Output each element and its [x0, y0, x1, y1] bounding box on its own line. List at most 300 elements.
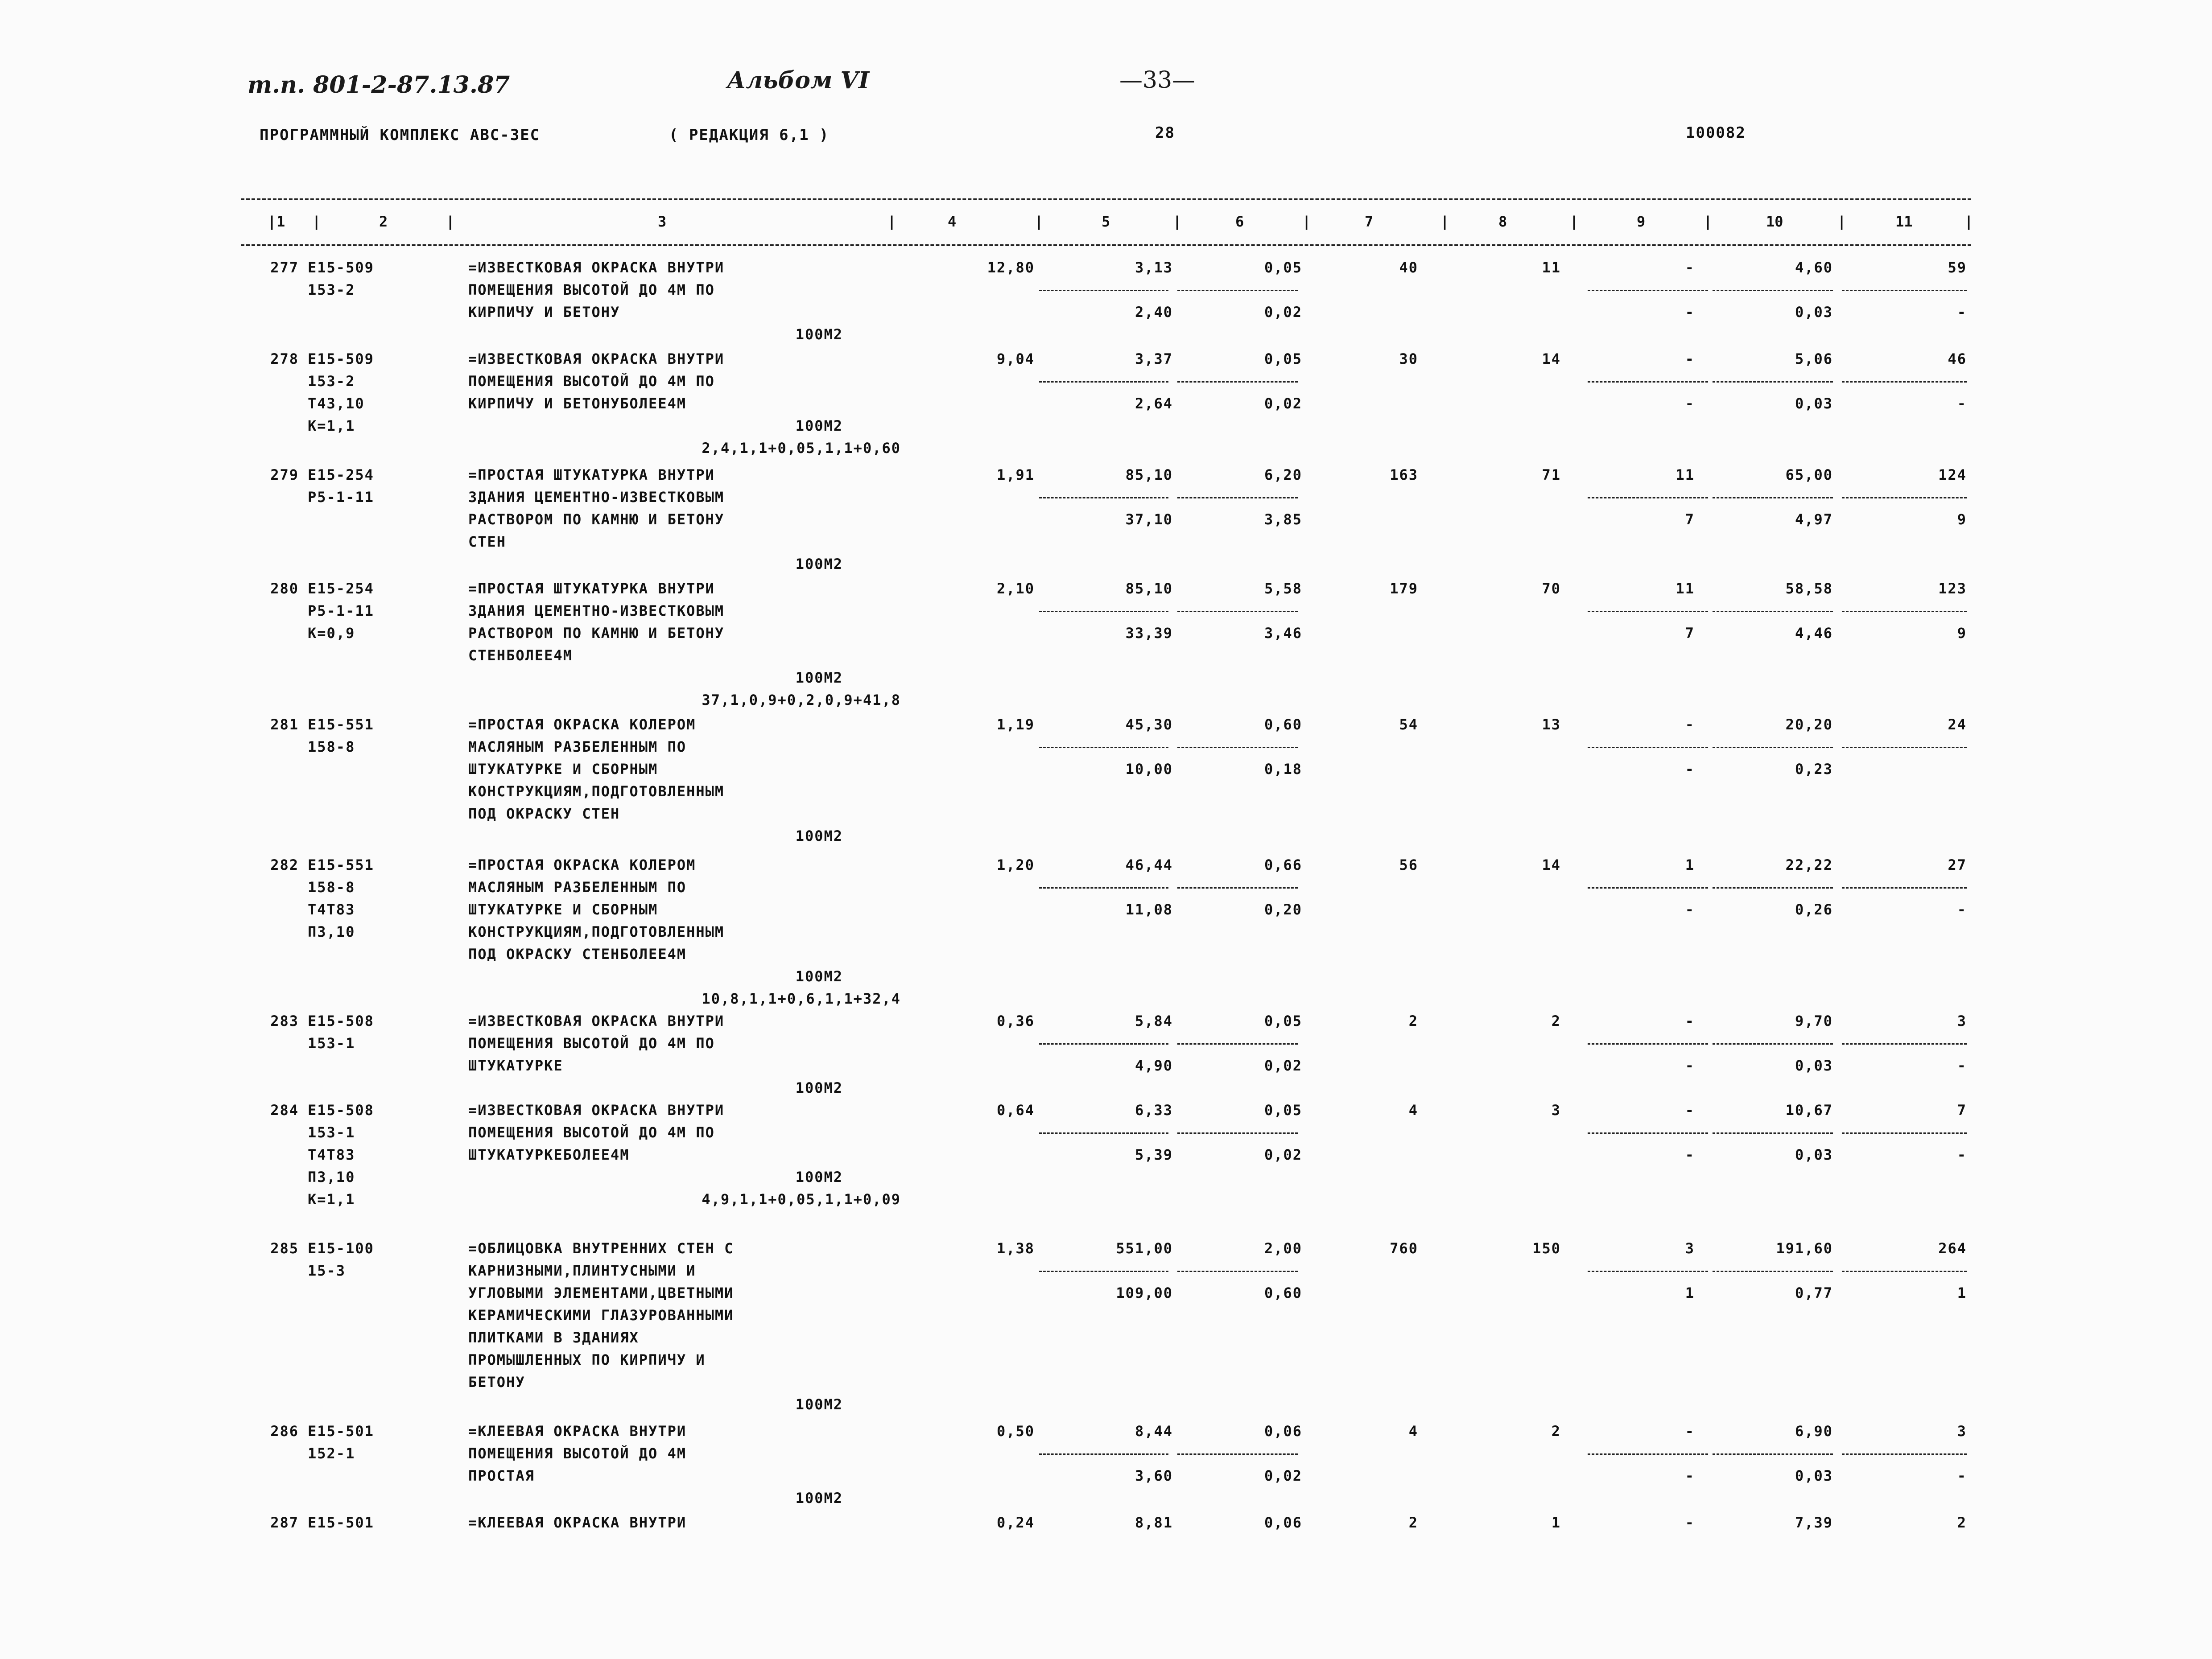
labor-total-machinists: 9 — [1957, 511, 1967, 528]
cost-divider-dash — [1039, 1132, 1168, 1134]
total-machine-wages: - — [1685, 1057, 1695, 1074]
work-description: =ОБЛИЦОВКА ВНУТРЕННИХ СТЕН С — [468, 1240, 734, 1257]
column-header-1: 1 — [276, 213, 285, 230]
labor-hours: 65,00 — [1785, 466, 1833, 483]
work-description: КАРНИЗНЫМИ,ПЛИНТУСНЫМИ И — [468, 1262, 696, 1279]
total-machine-wages: 1 — [1685, 1284, 1695, 1301]
row-number: 280 — [270, 580, 299, 597]
quantity: 0,50 — [996, 1423, 1035, 1440]
unit-label: 100М2 — [795, 1396, 843, 1413]
work-description: =ИЗВЕСТКОВАЯ ОКРАСКА ВНУТРИ — [468, 1013, 725, 1029]
cost-divider-dash — [1713, 1453, 1833, 1455]
work-description: БЕТОНУ — [468, 1374, 525, 1391]
project-code: т.п. 801-2-87.13.87 — [248, 71, 510, 99]
total-machine: - — [1685, 1102, 1695, 1119]
rate-code: П3,10 — [308, 923, 355, 940]
unit-cost: 3,37 — [1135, 350, 1173, 367]
work-description: ПОМЕЩЕНИЯ ВЫСОТОЙ ДО 4М ПО — [468, 1035, 715, 1052]
rate-code: Т43,10 — [308, 395, 365, 412]
calc-formula: 37,1,0,9+0,2,0,9+41,8 — [702, 692, 901, 708]
unit-machine-wages: 0,02 — [1264, 1146, 1302, 1163]
cost-divider-dash — [1713, 747, 1833, 748]
rate-code: 152-1 — [308, 1445, 355, 1462]
work-description: ШТУКАТУРКЕ — [468, 1057, 563, 1074]
total-cost: 4 — [1408, 1102, 1418, 1119]
work-description: ПОМЕЩЕНИЯ ВЫСОТОЙ ДО 4М — [468, 1445, 687, 1462]
labor-hours-machinists: 0,03 — [1795, 1146, 1833, 1163]
work-description: ПРОМЫШЛЕННЫХ ПО КИРПИЧУ И — [468, 1351, 706, 1368]
album-label: Альбом VI — [727, 67, 870, 94]
rate-code: 153-1 — [308, 1124, 355, 1141]
total-machine: 3 — [1685, 1240, 1695, 1257]
total-wages: 14 — [1542, 350, 1561, 367]
cost-divider-dash — [1177, 1453, 1298, 1455]
total-machine-wages: - — [1685, 395, 1695, 412]
rate-code: К=1,1 — [308, 1191, 355, 1208]
work-description: =ПРОСТАЯ ОКРАСКА КОЛЕРОМ — [468, 856, 696, 873]
unit-machine: 0,06 — [1264, 1514, 1302, 1531]
column-header-11: 11 — [1895, 213, 1913, 230]
total-cost: 2 — [1408, 1013, 1418, 1029]
column-header-8: 8 — [1498, 213, 1507, 230]
rate-code: Е15-509 — [308, 259, 374, 276]
unit-label: 100М2 — [795, 326, 843, 343]
column-header-4: 4 — [948, 213, 957, 230]
cost-divider-dash — [1713, 497, 1833, 498]
cost-divider-dash — [1039, 887, 1168, 889]
unit-machine: 6,20 — [1264, 466, 1302, 483]
cost-divider-dash — [1842, 381, 1967, 383]
work-description: КИРПИЧУ И БЕТОНУБОЛЕЕ4М — [468, 395, 687, 412]
quantity: 1,20 — [996, 856, 1035, 873]
unit-cost: 8,44 — [1135, 1423, 1173, 1440]
work-description: ПОМЕЩЕНИЯ ВЫСОТОЙ ДО 4М ПО — [468, 281, 715, 298]
labor-total-machinists: - — [1957, 1146, 1967, 1163]
unit-cost-wages: 10,00 — [1125, 761, 1173, 778]
rate-code: 153-1 — [308, 1035, 355, 1052]
quantity: 2,10 — [996, 580, 1035, 597]
unit-label: 100М2 — [795, 1169, 843, 1186]
cost-divider-dash — [1177, 497, 1298, 498]
total-cost: 56 — [1399, 856, 1418, 873]
cost-divider-dash — [1842, 1271, 1967, 1272]
labor-total-machinists: 9 — [1957, 625, 1967, 642]
labor-hours: 58,58 — [1785, 580, 1833, 597]
total-machine-wages: - — [1685, 1467, 1695, 1484]
unit-cost: 551,00 — [1116, 1240, 1173, 1257]
unit-cost-wages: 5,39 — [1135, 1146, 1173, 1163]
total-wages: 11 — [1542, 259, 1561, 276]
unit-machine-wages: 0,02 — [1264, 304, 1302, 321]
total-machine: - — [1685, 1013, 1695, 1029]
labor-hours-machinists: 0,26 — [1795, 901, 1833, 918]
calc-formula: 10,8,1,1+0,6,1,1+32,4 — [702, 990, 901, 1007]
work-description: =КЛЕЕВАЯ ОКРАСКА ВНУТРИ — [468, 1514, 687, 1531]
cost-divider-dash — [1039, 1453, 1168, 1455]
row-number: 279 — [270, 466, 299, 483]
labor-hours-machinists: 0,23 — [1795, 761, 1833, 778]
unit-cost-wages: 33,39 — [1125, 625, 1173, 642]
column-header-7: 7 — [1365, 213, 1374, 230]
cost-divider-dash — [1713, 887, 1833, 889]
unit-cost-wages: 37,10 — [1125, 511, 1173, 528]
calc-formula: 2,4,1,1+0,05,1,1+0,60 — [702, 440, 901, 457]
labor-total: 24 — [1948, 716, 1967, 733]
cost-divider-dash — [1588, 381, 1708, 383]
cost-divider-dash — [1713, 1271, 1833, 1272]
work-description: СТЕН — [468, 533, 507, 550]
work-description: РАСТВОРОМ ПО КАМНЮ И БЕТОНУ — [468, 511, 725, 528]
labor-total: 7 — [1957, 1102, 1967, 1119]
total-machine: 1 — [1685, 856, 1695, 873]
labor-hours-machinists: 4,46 — [1795, 625, 1833, 642]
rate-code: Е15-508 — [308, 1013, 374, 1029]
work-description: =ИЗВЕСТКОВАЯ ОКРАСКА ВНУТРИ — [468, 1102, 725, 1119]
cost-divider-dash — [1713, 290, 1833, 291]
rate-code: 153-2 — [308, 281, 355, 298]
unit-machine: 0,60 — [1264, 716, 1302, 733]
labor-total-machinists: 1 — [1957, 1284, 1967, 1301]
quantity: 1,19 — [996, 716, 1035, 733]
rate-code: Е15-501 — [308, 1423, 374, 1440]
unit-machine-wages: 0,02 — [1264, 1057, 1302, 1074]
work-description: ШТУКАТУРКЕ И СБОРНЫМ — [468, 901, 658, 918]
total-cost: 54 — [1399, 716, 1418, 733]
unit-label: 100М2 — [795, 1490, 843, 1507]
cost-divider-dash — [1588, 1043, 1708, 1045]
rate-code: Е15-509 — [308, 350, 374, 367]
labor-total-machinists: - — [1957, 901, 1967, 918]
row-number: 282 — [270, 856, 299, 873]
labor-total-machinists: - — [1957, 1057, 1967, 1074]
work-description: УГЛОВЫМИ ЭЛЕМЕНТАМИ,ЦВЕТНЫМИ — [468, 1284, 734, 1301]
work-description: ЗДАНИЯ ЦЕМЕНТНО-ИЗВЕСТКОВЫМ — [468, 489, 725, 506]
unit-machine: 0,05 — [1264, 1013, 1302, 1029]
total-wages: 14 — [1542, 856, 1561, 873]
quantity: 1,38 — [996, 1240, 1035, 1257]
cost-divider-dash — [1842, 611, 1967, 612]
total-wages: 2 — [1551, 1423, 1561, 1440]
unit-machine: 2,00 — [1264, 1240, 1302, 1257]
work-description: =ПРОСТАЯ ОКРАСКА КОЛЕРОМ — [468, 716, 696, 733]
column-header-5: 5 — [1102, 213, 1110, 230]
total-machine-wages: - — [1685, 304, 1695, 321]
unit-machine-wages: 0,18 — [1264, 761, 1302, 778]
rate-code: П3,10 — [308, 1169, 355, 1186]
work-description: ПОМЕЩЕНИЯ ВЫСОТОЙ ДО 4М ПО — [468, 373, 715, 390]
total-machine: - — [1685, 1514, 1695, 1531]
unit-machine-wages: 0,02 — [1264, 1467, 1302, 1484]
labor-total: 46 — [1948, 350, 1967, 367]
rate-code: 153-2 — [308, 373, 355, 390]
cost-divider-dash — [1039, 611, 1168, 612]
total-machine-wages: 7 — [1685, 511, 1695, 528]
work-description: =КЛЕЕВАЯ ОКРАСКА ВНУТРИ — [468, 1423, 687, 1440]
unit-machine-wages: 0,20 — [1264, 901, 1302, 918]
labor-hours-machinists: 0,77 — [1795, 1284, 1833, 1301]
column-header-3: 3 — [658, 213, 667, 230]
work-description: ПОД ОКРАСКУ СТЕНБОЛЕЕ4М — [468, 946, 687, 963]
rate-code: Р5-1-11 — [308, 602, 374, 619]
work-description: =ИЗВЕСТКОВАЯ ОКРАСКА ВНУТРИ — [468, 350, 725, 367]
work-description: ШТУКАТУРКЕБОЛЕЕ4М — [468, 1146, 630, 1163]
labor-hours-machinists: 0,03 — [1795, 1057, 1833, 1074]
rate-code: Е15-100 — [308, 1240, 374, 1257]
total-machine: - — [1685, 1423, 1695, 1440]
total-machine: - — [1685, 716, 1695, 733]
quantity: 0,24 — [996, 1514, 1035, 1531]
total-machine: - — [1685, 350, 1695, 367]
rate-code: Е15-508 — [308, 1102, 374, 1119]
work-description: ПОД ОКРАСКУ СТЕН — [468, 805, 620, 822]
row-number: 277 — [270, 259, 299, 276]
unit-cost: 45,30 — [1125, 716, 1173, 733]
total-wages: 70 — [1542, 580, 1561, 597]
cost-divider-dash — [1842, 887, 1967, 889]
labor-total: 59 — [1948, 259, 1967, 276]
unit-label: 100М2 — [795, 827, 843, 844]
unit-cost-wages: 2,40 — [1135, 304, 1173, 321]
labor-total: 3 — [1957, 1423, 1967, 1440]
program-title: ПРОГРАММНЫЙ КОМПЛЕКС АВС-3ЕС — [260, 126, 541, 144]
cost-divider-dash — [1177, 887, 1298, 889]
work-description: ПОМЕЩЕНИЯ ВЫСОТОЙ ДО 4М ПО — [468, 1124, 715, 1141]
table-top-rule — [241, 198, 1971, 200]
work-description: ПРОСТАЯ — [468, 1467, 535, 1484]
unit-cost: 6,33 — [1135, 1102, 1173, 1119]
cost-divider-dash — [1713, 1132, 1833, 1134]
row-number: 287 — [270, 1514, 299, 1531]
labor-hours: 10,67 — [1785, 1102, 1833, 1119]
unit-machine: 0,05 — [1264, 1102, 1302, 1119]
cost-divider-dash — [1713, 1043, 1833, 1045]
row-number: 281 — [270, 716, 299, 733]
rate-code: Т4Т83 — [308, 901, 355, 918]
work-description: КОНСТРУКЦИЯМ,ПОДГОТОВЛЕННЫМ — [468, 783, 725, 800]
cost-divider-dash — [1177, 611, 1298, 612]
cost-divider-dash — [1588, 1453, 1708, 1455]
total-wages: 3 — [1551, 1102, 1561, 1119]
labor-hours: 7,39 — [1795, 1514, 1833, 1531]
labor-hours: 9,70 — [1795, 1013, 1833, 1029]
row-number: 283 — [270, 1013, 299, 1029]
work-description: РАСТВОРОМ ПО КАМНЮ И БЕТОНУ — [468, 625, 725, 642]
quantity: 0,64 — [996, 1102, 1035, 1119]
unit-label: 100М2 — [795, 669, 843, 686]
total-wages: 1 — [1551, 1514, 1561, 1531]
unit-machine-wages: 0,02 — [1264, 395, 1302, 412]
unit-machine: 0,06 — [1264, 1423, 1302, 1440]
row-number: 286 — [270, 1423, 299, 1440]
total-cost: 2 — [1408, 1514, 1418, 1531]
total-cost: 179 — [1390, 580, 1418, 597]
work-description: СТЕНБОЛЕЕ4М — [468, 647, 573, 664]
labor-total: 2 — [1957, 1514, 1967, 1531]
rate-code: К=1,1 — [308, 417, 355, 434]
unit-machine-wages: 0,60 — [1264, 1284, 1302, 1301]
work-description: КЕРАМИЧЕСКИМИ ГЛАЗУРОВАННЫМИ — [468, 1307, 734, 1324]
cost-divider-dash — [1842, 290, 1967, 291]
unit-cost: 5,84 — [1135, 1013, 1173, 1029]
cost-divider-dash — [1588, 497, 1708, 498]
unit-cost-wages: 3,60 — [1135, 1467, 1173, 1484]
cost-divider-dash — [1588, 747, 1708, 748]
unit-cost: 3,13 — [1135, 259, 1173, 276]
column-header-2: 2 — [379, 213, 388, 230]
cost-divider-dash — [1177, 1132, 1298, 1134]
total-cost: 163 — [1390, 466, 1418, 483]
labor-total-machinists: - — [1957, 395, 1967, 412]
rate-code: 15-3 — [308, 1262, 346, 1279]
row-number: 278 — [270, 350, 299, 367]
labor-total: 27 — [1948, 856, 1967, 873]
labor-hours: 20,20 — [1785, 716, 1833, 733]
cost-divider-dash — [1039, 1271, 1168, 1272]
unit-cost-wages: 109,00 — [1116, 1284, 1173, 1301]
labor-hours: 4,60 — [1795, 259, 1833, 276]
cost-divider-dash — [1842, 1132, 1967, 1134]
work-description: КОНСТРУКЦИЯМ,ПОДГОТОВЛЕННЫМ — [468, 923, 725, 940]
rate-code: Е15-254 — [308, 580, 374, 597]
cost-divider-dash — [1713, 611, 1833, 612]
total-wages: 2 — [1551, 1013, 1561, 1029]
cost-divider-dash — [1588, 1271, 1708, 1272]
labor-total-machinists: - — [1957, 304, 1967, 321]
cost-divider-dash — [1588, 887, 1708, 889]
cost-divider-dash — [1177, 1043, 1298, 1045]
work-description: =ПРОСТАЯ ШТУКАТУРКА ВНУТРИ — [468, 466, 715, 483]
total-cost: 40 — [1399, 259, 1418, 276]
unit-cost-wages: 4,90 — [1135, 1057, 1173, 1074]
document-id: 100082 — [1686, 124, 1746, 142]
labor-hours-machinists: 4,97 — [1795, 511, 1833, 528]
unit-machine-wages: 3,85 — [1264, 511, 1302, 528]
total-machine: - — [1685, 259, 1695, 276]
unit-label: 100М2 — [795, 556, 843, 572]
work-description: КИРПИЧУ И БЕТОНУ — [468, 304, 620, 321]
total-machine-wages: - — [1685, 1146, 1695, 1163]
quantity: 0,36 — [996, 1013, 1035, 1029]
unit-machine-wages: 3,46 — [1264, 625, 1302, 642]
cost-divider-dash — [1588, 611, 1708, 612]
unit-machine: 0,05 — [1264, 259, 1302, 276]
total-wages: 13 — [1542, 716, 1561, 733]
unit-label: 100М2 — [795, 417, 843, 434]
row-number: 285 — [270, 1240, 299, 1257]
labor-total: 3 — [1957, 1013, 1967, 1029]
total-wages: 150 — [1532, 1240, 1561, 1257]
cost-divider-dash — [1039, 497, 1168, 498]
total-wages: 71 — [1542, 466, 1561, 483]
unit-label: 100М2 — [795, 1079, 843, 1096]
labor-hours-machinists: 0,03 — [1795, 1467, 1833, 1484]
work-description: ЗДАНИЯ ЦЕМЕНТНО-ИЗВЕСТКОВЫМ — [468, 602, 725, 619]
labor-hours: 191,60 — [1776, 1240, 1833, 1257]
work-description: МАСЛЯНЫМ РАЗБЕЛЕННЫМ ПО — [468, 738, 687, 755]
cost-divider-dash — [1588, 1132, 1708, 1134]
quantity: 9,04 — [996, 350, 1035, 367]
cost-divider-dash — [1842, 1043, 1967, 1045]
rate-code: Е15-551 — [308, 716, 374, 733]
rate-code: 158-8 — [308, 879, 355, 896]
column-header-10: 10 — [1766, 213, 1783, 230]
total-machine: 11 — [1676, 580, 1695, 597]
cost-divider-dash — [1177, 747, 1298, 748]
cost-divider-dash — [1039, 1043, 1168, 1045]
cost-divider-dash — [1177, 1271, 1298, 1272]
labor-hours-machinists: 0,03 — [1795, 395, 1833, 412]
unit-machine: 0,66 — [1264, 856, 1302, 873]
cost-divider-dash — [1713, 381, 1833, 383]
column-header-9: 9 — [1637, 213, 1646, 230]
labor-total: 264 — [1938, 1240, 1967, 1257]
cost-divider-dash — [1177, 290, 1298, 291]
unit-label: 100М2 — [795, 968, 843, 985]
cost-divider-dash — [1177, 381, 1298, 383]
labor-total: 124 — [1938, 466, 1967, 483]
cost-divider-dash — [1039, 381, 1168, 383]
quantity: 1,91 — [996, 466, 1035, 483]
unit-cost: 8,81 — [1135, 1514, 1173, 1531]
labor-hours: 6,90 — [1795, 1423, 1833, 1440]
unit-cost: 46,44 — [1125, 856, 1173, 873]
unit-cost: 85,10 — [1125, 580, 1173, 597]
edition-label: ( РЕДАКЦИЯ 6,1 ) — [669, 126, 830, 144]
total-machine: 11 — [1676, 466, 1695, 483]
work-description: =ПРОСТАЯ ШТУКАТУРКА ВНУТРИ — [468, 580, 715, 597]
rate-code: Р5-1-11 — [308, 489, 374, 506]
table-header-rule — [241, 244, 1971, 246]
cost-divider-dash — [1039, 290, 1168, 291]
cost-divider-dash — [1588, 290, 1708, 291]
cost-divider-dash — [1842, 747, 1967, 748]
rate-code: Е15-254 — [308, 466, 374, 483]
labor-hours: 5,06 — [1795, 350, 1833, 367]
rate-code: Е15-501 — [308, 1514, 374, 1531]
unit-machine: 5,58 — [1264, 580, 1302, 597]
cost-divider-dash — [1039, 747, 1168, 748]
rate-code: 158-8 — [308, 738, 355, 755]
row-number: 284 — [270, 1102, 299, 1119]
rate-code: К=0,9 — [308, 625, 355, 642]
unit-machine: 0,05 — [1264, 350, 1302, 367]
total-machine-wages: - — [1685, 761, 1695, 778]
cost-divider-dash — [1842, 497, 1967, 498]
labor-total-machinists: - — [1957, 1467, 1967, 1484]
labor-hours: 22,22 — [1785, 856, 1833, 873]
labor-total: 123 — [1938, 580, 1967, 597]
work-description: ПЛИТКАМИ В ЗДАНИЯХ — [468, 1329, 639, 1346]
column-header-6: 6 — [1235, 213, 1244, 230]
total-machine-wages: 7 — [1685, 625, 1695, 642]
cost-divider-dash — [1842, 1453, 1967, 1455]
unit-cost: 85,10 — [1125, 466, 1173, 483]
quantity: 12,80 — [987, 259, 1035, 276]
calc-formula: 4,9,1,1+0,05,1,1+0,09 — [702, 1191, 901, 1208]
sheet-number: 28 — [1155, 124, 1175, 142]
total-cost: 4 — [1408, 1423, 1418, 1440]
labor-hours-machinists: 0,03 — [1795, 304, 1833, 321]
total-cost: 760 — [1390, 1240, 1418, 1257]
unit-cost-wages: 2,64 — [1135, 395, 1173, 412]
page-number: —33— — [1119, 67, 1196, 94]
work-description: =ИЗВЕСТКОВАЯ ОКРАСКА ВНУТРИ — [468, 259, 725, 276]
unit-cost-wages: 11,08 — [1125, 901, 1173, 918]
total-cost: 30 — [1399, 350, 1418, 367]
rate-code: Т4Т83 — [308, 1146, 355, 1163]
work-description: ШТУКАТУРКЕ И СБОРНЫМ — [468, 761, 658, 778]
rate-code: Е15-551 — [308, 856, 374, 873]
